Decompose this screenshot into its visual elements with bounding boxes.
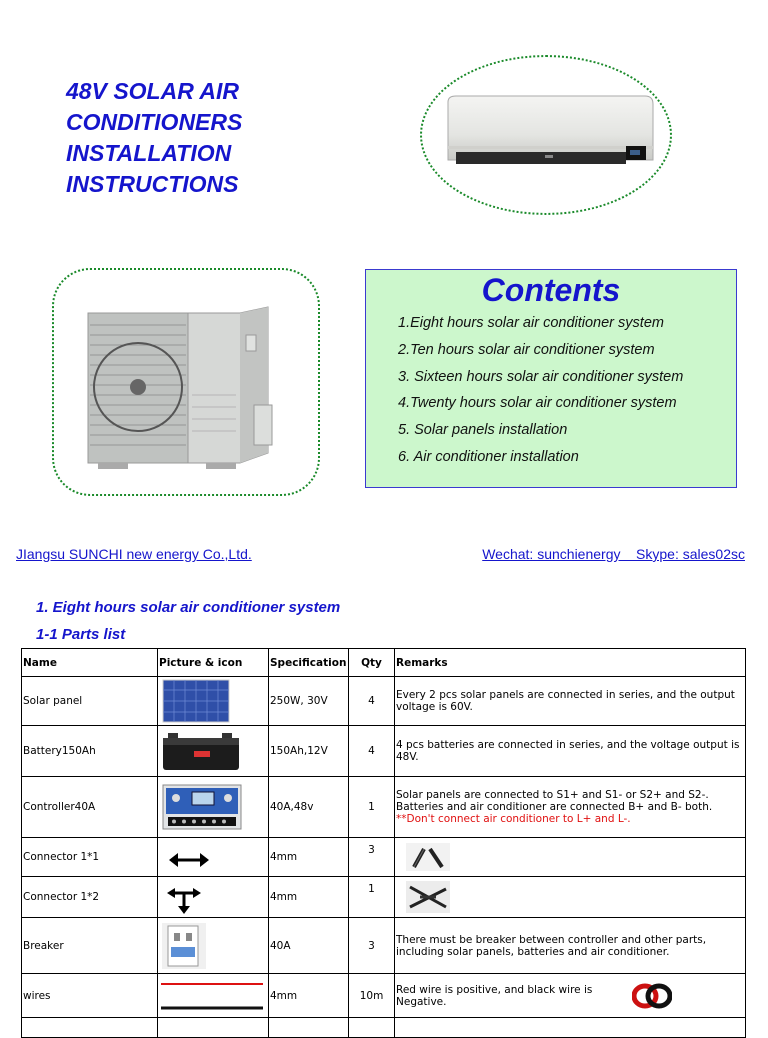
cell-picture — [158, 726, 269, 777]
indoor-unit-image — [440, 88, 655, 178]
contents-item: 2.Ten hours solar air conditioner system — [398, 341, 655, 358]
cell-remarks — [395, 877, 746, 918]
cell-qty: 3 — [349, 918, 395, 974]
cell-remarks — [395, 974, 746, 1018]
title-line: 48V SOLAR AIR — [66, 78, 239, 104]
cell-name: Solar panel — [22, 677, 158, 726]
cell-qty: 4 — [349, 726, 395, 777]
table-header-row — [22, 649, 746, 677]
title-line: INSTALLATION — [66, 140, 232, 166]
contents-item: 6. Air conditioner installation — [398, 448, 579, 465]
branch-connector-photo-icon — [406, 881, 450, 913]
cell-qty: 10m — [349, 974, 395, 1018]
cell-picture — [158, 974, 269, 1018]
cell-remarks: Every 2 pcs solar panels are connected in series, and the output voltage is 60V. — [395, 677, 746, 726]
cell-qty: 3 — [349, 838, 395, 877]
table-row — [22, 918, 746, 974]
cell-name: Breaker — [22, 918, 158, 974]
document-title — [66, 76, 366, 200]
contents-item: 5. Solar panels installation — [398, 422, 568, 439]
title-line: CONDITIONERS — [66, 109, 243, 135]
cell-qty: 1 — [349, 877, 395, 918]
wires-icon — [161, 978, 265, 1014]
contents-list — [366, 310, 736, 471]
cell-spec: 150Ah,12V — [269, 726, 349, 777]
header-qty: Qty — [349, 649, 395, 677]
contents-item: 3. Sixteen hours solar air conditioner system — [398, 368, 684, 385]
cell-name: Connector 1*2 — [22, 877, 158, 918]
header-name: Name — [22, 649, 158, 677]
table-row-partial — [22, 1018, 746, 1038]
wire-coil-icon — [632, 983, 672, 1009]
cell-picture — [158, 877, 269, 918]
cell-spec: 4mm — [269, 838, 349, 877]
remarks-text: Solar panels are connected to S1+ and S1- or S2+ and S2-. Batteries and air conditioner are connected B+ and B- both. — [396, 789, 713, 813]
cell-spec: 40A — [269, 918, 349, 974]
double-arrow-icon — [169, 850, 209, 870]
cell-remarks — [395, 777, 746, 838]
t-arrow-icon — [167, 888, 201, 914]
cell-spec: 4mm — [269, 877, 349, 918]
cell-picture — [158, 677, 269, 726]
outdoor-unit-image — [80, 305, 280, 475]
battery-icon — [162, 731, 240, 771]
header-spec: Specification — [269, 649, 349, 677]
cell-remarks: There must be breaker between controller and other parts, including solar panels, batteries and air conditioner. — [395, 918, 746, 974]
cell-picture — [158, 838, 269, 877]
cell-name: Battery150Ah — [22, 726, 158, 777]
cell-name: Controller40A — [22, 777, 158, 838]
cell-spec: 250W, 30V — [269, 677, 349, 726]
contents-item: 4.Twenty hours solar air conditioner system — [398, 395, 677, 412]
header-picture: Picture & icon — [158, 649, 269, 677]
warning-text: **Don't connect air conditioner to L+ and L-. — [396, 813, 631, 825]
header-remarks: Remarks — [395, 649, 746, 677]
cell-remarks: 4 pcs batteries are connected in series, and the voltage output is 48V. — [395, 726, 746, 777]
company-link[interactable]: JIangsu SUNCHI new energy Co.,Ltd. — [16, 546, 252, 562]
contents-item: 1.Eight hours solar air conditioner system — [398, 315, 664, 331]
cell-remarks — [395, 838, 746, 877]
solar-panel-icon — [162, 679, 230, 723]
cell-qty: 4 — [349, 677, 395, 726]
cell-picture — [158, 918, 269, 974]
contents-box — [365, 269, 737, 488]
cell-name: Connector 1*1 — [22, 838, 158, 877]
breaker-icon — [162, 923, 206, 969]
section-subheading: 1-1 Parts list — [36, 626, 126, 643]
cell-picture — [158, 777, 269, 838]
table-row — [22, 838, 746, 877]
connector-photo-icon — [406, 843, 450, 871]
controller-icon — [162, 784, 242, 830]
parts-table — [21, 648, 746, 1038]
contact-link[interactable]: Wechat: sunchienergy Skype: sales02sc — [482, 546, 745, 562]
cell-spec: 4mm — [269, 974, 349, 1018]
table-row — [22, 726, 746, 777]
cell-spec: 40A,48v — [269, 777, 349, 838]
remarks-text: Red wire is positive, and black wire is Negative. — [396, 983, 593, 1008]
table-row — [22, 777, 746, 838]
title-line: INSTRUCTIONS — [66, 171, 239, 197]
table-row — [22, 974, 746, 1018]
contents-heading: Contents — [481, 272, 621, 308]
cell-qty: 1 — [349, 777, 395, 838]
table-row — [22, 877, 746, 918]
section-heading: 1. Eight hours solar air conditioner system — [36, 599, 341, 616]
cell-name: wires — [22, 974, 158, 1018]
table-row — [22, 677, 746, 726]
